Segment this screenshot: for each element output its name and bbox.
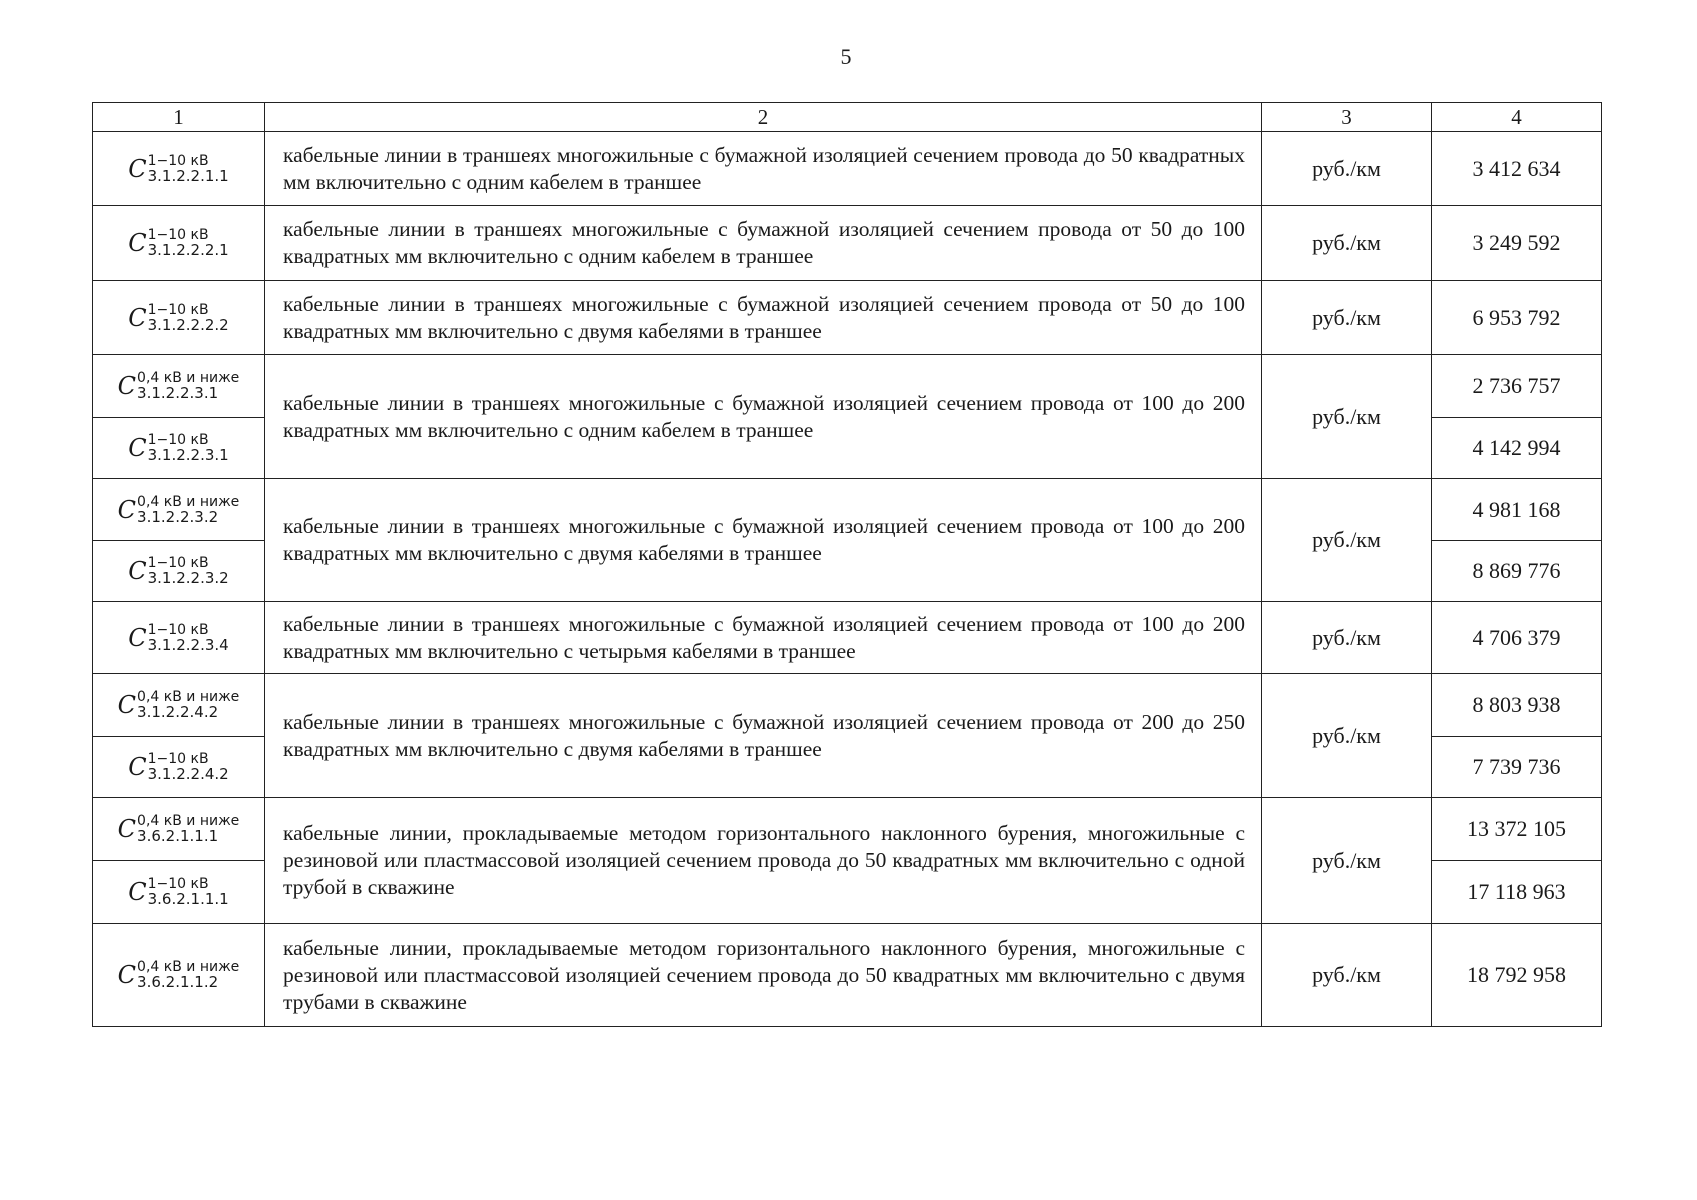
voltage-class: 1−10 кВ [147, 227, 209, 243]
symbol-c: C [117, 961, 137, 989]
page-number: 5 [840, 44, 852, 69]
code-indices [137, 495, 239, 525]
row-description [264, 205, 1262, 281]
voltage-class: 1−10 кВ [147, 621, 209, 638]
row-value: 3 249 592 [1431, 205, 1602, 281]
code-indices [137, 371, 239, 401]
row-value: 4 142 994 [1431, 417, 1602, 479]
header-col-3: 3 [1261, 102, 1432, 132]
code-number: 3.1.2.2.2.2 [147, 315, 229, 334]
code-indices [148, 556, 229, 586]
row-code-cell [92, 478, 265, 541]
row-unit: руб./км [1261, 797, 1432, 924]
code-indices [148, 877, 229, 907]
row-value: 2 736 757 [1431, 354, 1602, 418]
header-col-1: 1 [92, 102, 265, 132]
symbol-c: C [117, 691, 137, 719]
row-value: 7 739 736 [1431, 736, 1602, 798]
row-unit: руб./км [1261, 131, 1432, 206]
symbol-c: C [128, 303, 147, 332]
symbol-c: C [128, 557, 147, 585]
description-text: кабельные линии в траншеях многожильные с бумажной изоляцией сечением провода от 100 до 200 квадратных мм включительно с одним кабелем в траншее [283, 390, 1245, 442]
voltage-class: 1−10 кВ [147, 876, 209, 892]
voltage-class: 0,4 кВ и ниже [137, 370, 240, 386]
row-code-cell [92, 860, 265, 924]
row-code-cell [92, 354, 265, 418]
row-value: 6 953 792 [1431, 280, 1602, 355]
voltage-class: 1−10 кВ [147, 555, 209, 571]
symbol-c: C [128, 753, 147, 781]
symbol-c: C [128, 154, 147, 183]
code-indices [148, 303, 229, 333]
row-description [264, 131, 1262, 206]
code-number: 3.1.2.2.3.1 [137, 384, 219, 402]
code-indices [148, 154, 229, 184]
code-indices [137, 814, 239, 844]
code-indices [137, 960, 239, 990]
code-number: 3.1.2.2.3.4 [147, 635, 229, 654]
code-number: 3.1.2.2.3.2 [137, 507, 219, 526]
code-number: 3.1.2.2.4.2 [147, 765, 229, 783]
row-description [264, 478, 1262, 602]
row-code-cell [92, 280, 265, 355]
row-unit: руб./км [1261, 205, 1432, 281]
symbol-c: C [117, 495, 137, 524]
code-number: 3.6.2.1.1.2 [137, 973, 219, 991]
code-number: 3.1.2.2.2.1 [147, 241, 229, 259]
description-text: кабельные линии, прокладываемые методом горизонтального наклонного бурения, многожильные с резиновой или пластмассовой изоляцией сечением провода до 50 квадратных мм включительно с одной трубой в скважине [283, 821, 1245, 899]
row-code-cell [92, 797, 265, 861]
header-col-4: 4 [1431, 102, 1602, 132]
row-value: 4 706 379 [1431, 601, 1602, 674]
code-indices [148, 623, 229, 653]
description-text: кабельные линии в траншеях многожильные с бумажной изоляцией сечением провода от 100 до 200 квадратных мм включительно с четырьмя кабелями в траншее [283, 611, 1245, 663]
symbol-c: C [128, 229, 147, 257]
voltage-class: 1−10 кВ [147, 432, 209, 448]
row-code-cell [92, 540, 265, 602]
description-text: кабельные линии в траншеях многожильные с бумажной изоляцией сечением провода от 50 до 100 квадратных мм включительно с одним кабелем в траншее [283, 217, 1245, 268]
code-indices [137, 690, 239, 720]
voltage-class: 0,4 кВ и ниже [137, 959, 240, 975]
row-description [264, 601, 1262, 674]
row-unit: руб./км [1261, 673, 1432, 798]
code-number: 3.1.2.2.1.1 [147, 166, 229, 185]
row-unit: руб./км [1261, 280, 1432, 355]
row-description [264, 673, 1262, 798]
symbol-c: C [128, 434, 147, 462]
code-number: 3.1.2.2.3.1 [147, 446, 229, 464]
voltage-class: 0,4 кВ и ниже [137, 689, 240, 705]
code-number: 3.1.2.2.4.2 [137, 703, 219, 721]
row-description [264, 923, 1262, 1027]
row-code-cell [92, 736, 265, 798]
voltage-class: 0,4 кВ и ниже [137, 813, 240, 829]
description-text: кабельные линии в траншеях многожильные с бумажной изоляцией сечением провода до 50 квадратных мм включительно с одним кабелем в траншее [283, 142, 1245, 194]
voltage-class: 1−10 кВ [147, 301, 209, 318]
code-indices [148, 752, 229, 782]
voltage-class: 1−10 кВ [147, 152, 209, 169]
row-code-cell [92, 923, 265, 1027]
code-number: 3.1.2.2.3.2 [147, 569, 229, 587]
row-value: 3 412 634 [1431, 131, 1602, 206]
row-unit: руб./км [1261, 354, 1432, 479]
row-code-cell [92, 601, 265, 674]
row-unit: руб./км [1261, 601, 1432, 674]
symbol-c: C [128, 878, 147, 906]
description-text: кабельные линии в траншеях многожильные с бумажной изоляцией сечением провода от 200 до 250 квадратных мм включительно с двумя кабелями в траншее [283, 709, 1245, 761]
header-col-2: 2 [264, 102, 1262, 132]
row-value: 18 792 958 [1431, 923, 1602, 1027]
description-text: кабельные линии в траншеях многожильные с бумажной изоляцией сечением провода от 100 до 200 квадратных мм включительно с двумя кабелями в траншее [283, 514, 1245, 565]
description-text: кабельные линии в траншеях многожильные с бумажной изоляцией сечением провода от 50 до 100 квадратных мм включительно с двумя кабелями в траншее [283, 291, 1245, 343]
row-value: 8 869 776 [1431, 540, 1602, 602]
row-value: 13 372 105 [1431, 797, 1602, 861]
row-description [264, 797, 1262, 924]
voltage-class: 1−10 кВ [147, 751, 209, 767]
row-description [264, 280, 1262, 355]
description-text: кабельные линии, прокладываемые методом горизонтального наклонного бурения, многожильные с резиновой или пластмассовой изоляцией сечением провода до 50 квадратных мм включительно с двумя трубами в скважине [283, 935, 1245, 1014]
row-unit: руб./км [1261, 478, 1432, 602]
row-unit: руб./км [1261, 923, 1432, 1027]
row-value: 8 803 938 [1431, 673, 1602, 737]
row-code-cell [92, 417, 265, 479]
tariff-table [92, 102, 1602, 1026]
symbol-c: C [117, 815, 137, 843]
row-description [264, 354, 1262, 479]
row-value: 4 981 168 [1431, 478, 1602, 541]
row-code-cell [92, 131, 265, 206]
symbol-c: C [128, 623, 147, 652]
code-indices [148, 433, 229, 463]
code-number: 3.6.2.1.1.1 [147, 890, 229, 908]
voltage-class: 0,4 кВ и ниже [137, 493, 240, 510]
row-code-cell [92, 673, 265, 737]
code-indices [148, 228, 229, 258]
row-value: 17 118 963 [1431, 860, 1602, 924]
row-code-cell [92, 205, 265, 281]
symbol-c: C [117, 372, 137, 400]
code-number: 3.6.2.1.1.1 [137, 827, 219, 845]
